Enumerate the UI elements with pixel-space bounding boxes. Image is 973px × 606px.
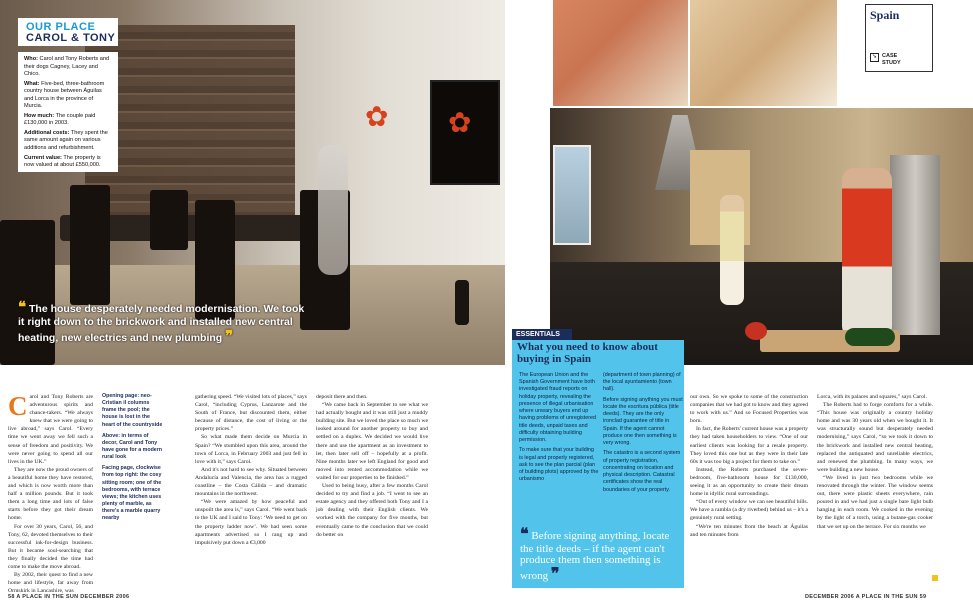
fact-box: [18, 52, 118, 172]
who-label: Who:: [24, 56, 38, 62]
article-para: “We lived in just two bedrooms while we renovated through the winter. The window seems out, there were plastic sheets everywhere, rain poured in and we had just a single bare light bulb hanging in each room. We cooked in the evening by the light of a torch, using a butane-gas cooker that we set up on the terrace. For six months we: [817, 474, 933, 530]
feature-label-line1: OUR PLACE: [26, 21, 96, 33]
essentials-col2: [603, 372, 683, 497]
current-value: The property is now valued at about £550,000.: [24, 154, 101, 169]
caption: Opening page: neo-Cristian il columns frame the pool; the house is lost in the heart of the countryside: [102, 393, 163, 428]
bedroom-photo: [690, 0, 837, 106]
flower-icon: ✿: [448, 108, 472, 139]
case-study-label: [882, 53, 901, 66]
current-value-label: Current value:: [24, 154, 62, 161]
essentials-title: What you need to know about buying in Spain: [517, 341, 658, 366]
footer-right: DECEMBER 2006 A PLACE IN THE SUN 59: [805, 594, 927, 600]
article-para: They are now the proud owners of a beautiful home they have restored, and which is now worth more than half a million pounds. But it took them a long time and lots of false starts before they got their dream home.: [8, 466, 93, 522]
article-para: “We were amazed by how peaceful and unspoilt the area is,” says Carol. “We went back to the UK and I said to Tony: ‘We need to get on the property ladder now’. We had seen some apartments advertised so I rang up and impulsively put down a €3,000: [195, 499, 307, 546]
arrow-icon: ➘: [871, 54, 878, 60]
open-quote-icon: ❝: [520, 526, 529, 543]
article-para: Instead, the Roberts purchased the seven-bedroom, five-bathroom house for £130,000, seeing it as an opportunity to create their dream home in idyllic rural surroundings.: [690, 466, 808, 498]
essentials-para: (department of town planning) of the local ayuntamiento (town hall).: [603, 372, 681, 393]
fridge: [890, 155, 940, 335]
chair: [70, 185, 110, 305]
article-col5: [817, 393, 933, 531]
article-para: deposit there and then.: [316, 394, 368, 400]
essentials-col1: [519, 372, 599, 487]
essentials-quote: [520, 527, 675, 584]
essentials-tab: ESSENTIALS: [512, 329, 572, 340]
essentials-para: Before signing anything you must locate the escritura pública (title deeds). They are the only ironclad guarantee of title in Spain. If the agent cannot produce one then something is very wrong.: [603, 396, 683, 447]
essentials-quote-text: Before signing anything, locate the title deeds – if the agent can't produce them then something is wrong: [520, 530, 670, 582]
photo-captions: [102, 393, 164, 526]
article-para: Lorca, with its palaces and squares,” says Carol.: [817, 394, 927, 400]
what-value: Five-bed, three-bathroom country house between Águilas and Lorca in the province of Murcia.: [24, 80, 105, 110]
article-col1: [8, 393, 93, 595]
vase: [455, 280, 469, 325]
chair: [150, 190, 188, 250]
study-label: STUDY: [882, 59, 901, 66]
kitchen-window: [553, 145, 591, 245]
article-col4: [690, 393, 808, 539]
tony: [842, 168, 892, 338]
article-para: gathering speed. “We visited lots of places,” says Carol, “including Cyprus, Lanzarote and the South of France, but discounted them, either because of distance, the cost of living or the property prices.”: [195, 394, 307, 433]
feature-label-line2: CAROL & TONY: [26, 32, 116, 44]
open-quote-icon: ❝: [18, 299, 27, 316]
footer-left: 58 A PLACE IN THE SUN DECEMBER 2006: [8, 594, 130, 600]
who-value: Carol and Tony Roberts and their dogs Cagney, Lacey and Chico.: [24, 56, 110, 78]
caption: Above: in terms of decor, Carol and Tony have gone for a modern rural look: [102, 432, 163, 461]
article-para: arol and Tony Roberts are adventurous spirits and chance-takers. “We always knew that we were going to live abroad,” says Carol. “Every time we went away we fell such a sense of freedom and positivity. We were never going to spend all our lives in the UK.”: [8, 394, 93, 465]
what-label: What:: [24, 80, 40, 87]
feature-label: [18, 18, 118, 46]
article-para: In fact, the Roberts' current house was a property they had taken householders to view. “One of our earliest clients was looking for a resale property. They loved this one but as they were in their late 60s it was too big a project for them to take on.”: [690, 426, 808, 465]
how-much-label: How much:: [24, 112, 55, 119]
country-label: Spain: [870, 8, 900, 22]
article-para: “We came back in September to see what we had actually bought and it was still just a muddy building site. But we loved the place so much we looked around for another property to buy and settled on a duplex. We decided we would live there and use the apartment as an investment to let, then later sell off – hopefully at a profit. Nine months later we left England for good and moved into rented accommodation while we waited for our properties to be finished.”: [316, 402, 428, 481]
additional-costs-label: Additional costs:: [24, 129, 70, 136]
end-mark-icon: [932, 575, 938, 581]
article-para: our own. So we spoke to some of the construction companies that we had got to know and they agreed to work with us.” And so Focused Properties was born.: [690, 394, 808, 425]
article-para: So what made them decide on Murcia in Spain? “We stumbled upon this area, around the town of Lorca, in February 2003 and just fell in love with it,” says Carol.: [195, 434, 307, 465]
section-box: [865, 4, 933, 72]
sitting-room-photo: [553, 0, 688, 106]
additional-costs-value: They spent the same amount again on various additions and refurbishment.: [24, 129, 108, 152]
flower-icon: ✿: [365, 102, 389, 133]
courgette: [845, 328, 895, 346]
article-para: The Roberts had to forge comforts for a while. “This house was originally a country holiday home and was 30 years old when we bought it. It was structurally sound but desperately needed modernising,” says Carol, “so we took it down to the brickwork and installed new central heating, replaced the antiquated and unreliable electrics, and renewed the plumbing. In many ways, we were building a new house.: [817, 402, 933, 473]
article-col2: [195, 393, 307, 547]
tomato: [745, 322, 767, 340]
case-label: CASE: [882, 53, 898, 59]
blurred-person: [318, 145, 348, 275]
close-quote-icon: ❞: [225, 327, 234, 345]
how-much-value: The couple paid £130,000 in 2003.: [24, 112, 96, 127]
article-para: And it's not hard to see why. Situated between Andalucía and Valencia, the area has a rugged coastline – the Costa Cálida – and dramatic mountains in the northwest.: [195, 466, 307, 498]
article-col3: [316, 393, 428, 539]
drop-cap: C: [8, 391, 28, 421]
caption: Facing page, clockwise from top right: the cosy sitting room; one of the bedrooms, with terrace views; the kitchen uses plenty of marble, as there's a marble quarry nearby: [102, 465, 162, 522]
essentials-para: To make sure that your building is legal and properly registered, ask to see the plan parcial (plan of building plots) approved by the urbanismo: [519, 447, 599, 483]
wall-artwork: [430, 80, 500, 185]
essentials-para: The European Union and the Spanish Government have both investigated fraud reports on holiday property, revealing the presence of illegal urbanisation where unwary buyers end up having problems of unregistered title deeds, unpaid taxes and difficulty obtaining building permission.: [519, 372, 597, 444]
essentials-para: The catastro is a second system of property registration, concentrating on location and physical description. Catastral certificates show the real boundaries of your property.: [603, 450, 681, 493]
article-para: By 2002, their quest to find a new home and lifestyle, far away from Ormskirk in Lancashire, was: [8, 572, 93, 595]
article-para: “We're ten minutes from the beach at Águilas and ten minutes from: [690, 523, 808, 538]
carol: [720, 195, 744, 305]
article-para: Used to being busy, after a few months Carol decided to try and find a job. “I went to see an estate agency and they offered both Tony and I a job dealing with their English clients. We worked with the company for five months, but eventually came to the conclusion that we could do better on: [316, 483, 428, 538]
close-quote-icon: ❞: [550, 565, 560, 583]
pull-quote-text: The house desperately needed modernisation. We took it right down to the brickwork and installed new central heating, new electrics and new plumbing: [18, 303, 305, 344]
article-para: “Out of every window we can see beautiful hills. We have a rambla (a dry riverbed) behind us – it's a genuinely rural setting.: [690, 499, 808, 522]
pull-quote: [18, 300, 308, 345]
article-para: For over 30 years, Carol, 56, and Tony, 62, devoted themselves to their successful ink-for-design business. But it became soul-searching that they finally decided the time had come to make the move abroad.: [8, 523, 93, 570]
